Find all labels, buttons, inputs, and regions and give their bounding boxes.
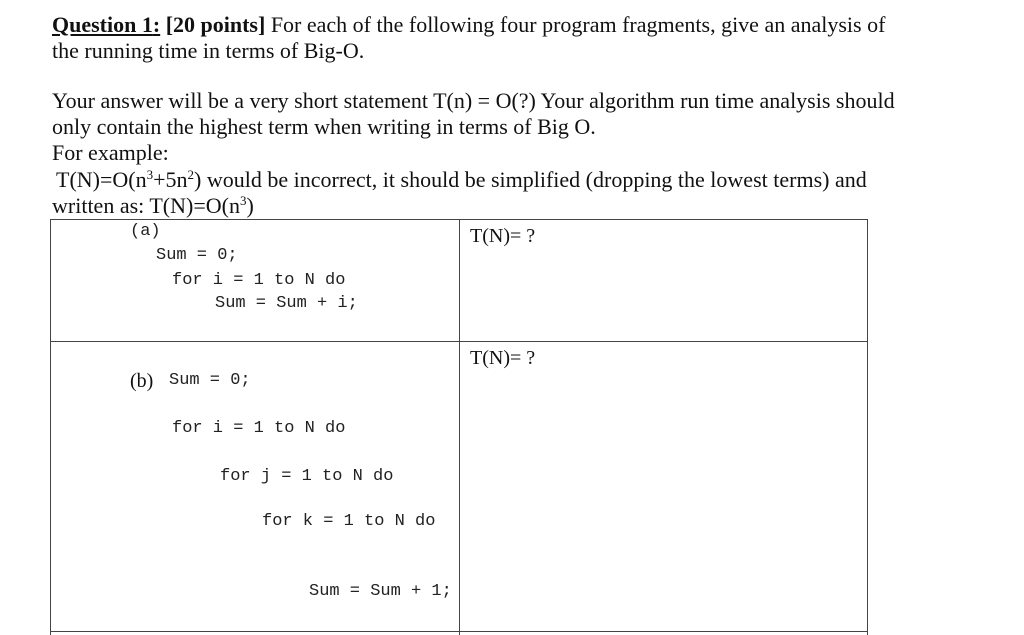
example-label: For example: (52, 140, 169, 165)
question-prompt: For each of the following four program fragments, give an analysis of (270, 12, 886, 37)
question-header: Question 1: [20 points] For each of the following four program fragments, give an analysis of (52, 12, 886, 37)
fragment-b-code-line-4: for k = 1 to N do (262, 512, 436, 531)
instruction-line-1: Your answer will be a very short statement T(n) = O(?) Your algorithm run time analysis should (52, 88, 895, 113)
fragment-b-code-line-1: Sum = 0; (169, 371, 251, 390)
example-incorrect: $T(N)=O(n^3+5n^2)$ would be incorrect, it should be simplified (dropping the lowest terms) and (56, 167, 867, 192)
fragment-b-code-line-2: for i = 1 to N do (172, 419, 346, 438)
question-points: [20 points] (165, 12, 266, 37)
question-number: Question 1 (52, 12, 153, 37)
fragment-a-code-line-1: Sum = 0; (156, 246, 238, 265)
table-column-divider (459, 219, 460, 635)
question-prompt-line2: the running time in terms of Big-O. (52, 38, 365, 63)
instruction-line-2: only contain the highest term when writing in terms of Big O. (52, 114, 596, 139)
fragment-b-label: (b) (130, 370, 154, 392)
fragment-b-code-line-3: for j = 1 to N do (220, 467, 394, 486)
fragment-a-answer: T(N)= ? (470, 225, 536, 247)
table-right-border (867, 219, 868, 635)
fragment-a-label: (a) (130, 222, 161, 241)
example-correct: written as: $T(N)=O(n^3)$ (52, 193, 254, 218)
fragment-b-answer: T(N)= ? (470, 347, 536, 369)
fragment-a-code-line-3: Sum = Sum + i; (215, 294, 358, 313)
fragment-b-code-line-5: Sum = Sum + 1; (309, 582, 452, 601)
table-left-border (50, 219, 51, 635)
fragment-a-code-line-2: for i = 1 to N do (172, 271, 346, 290)
